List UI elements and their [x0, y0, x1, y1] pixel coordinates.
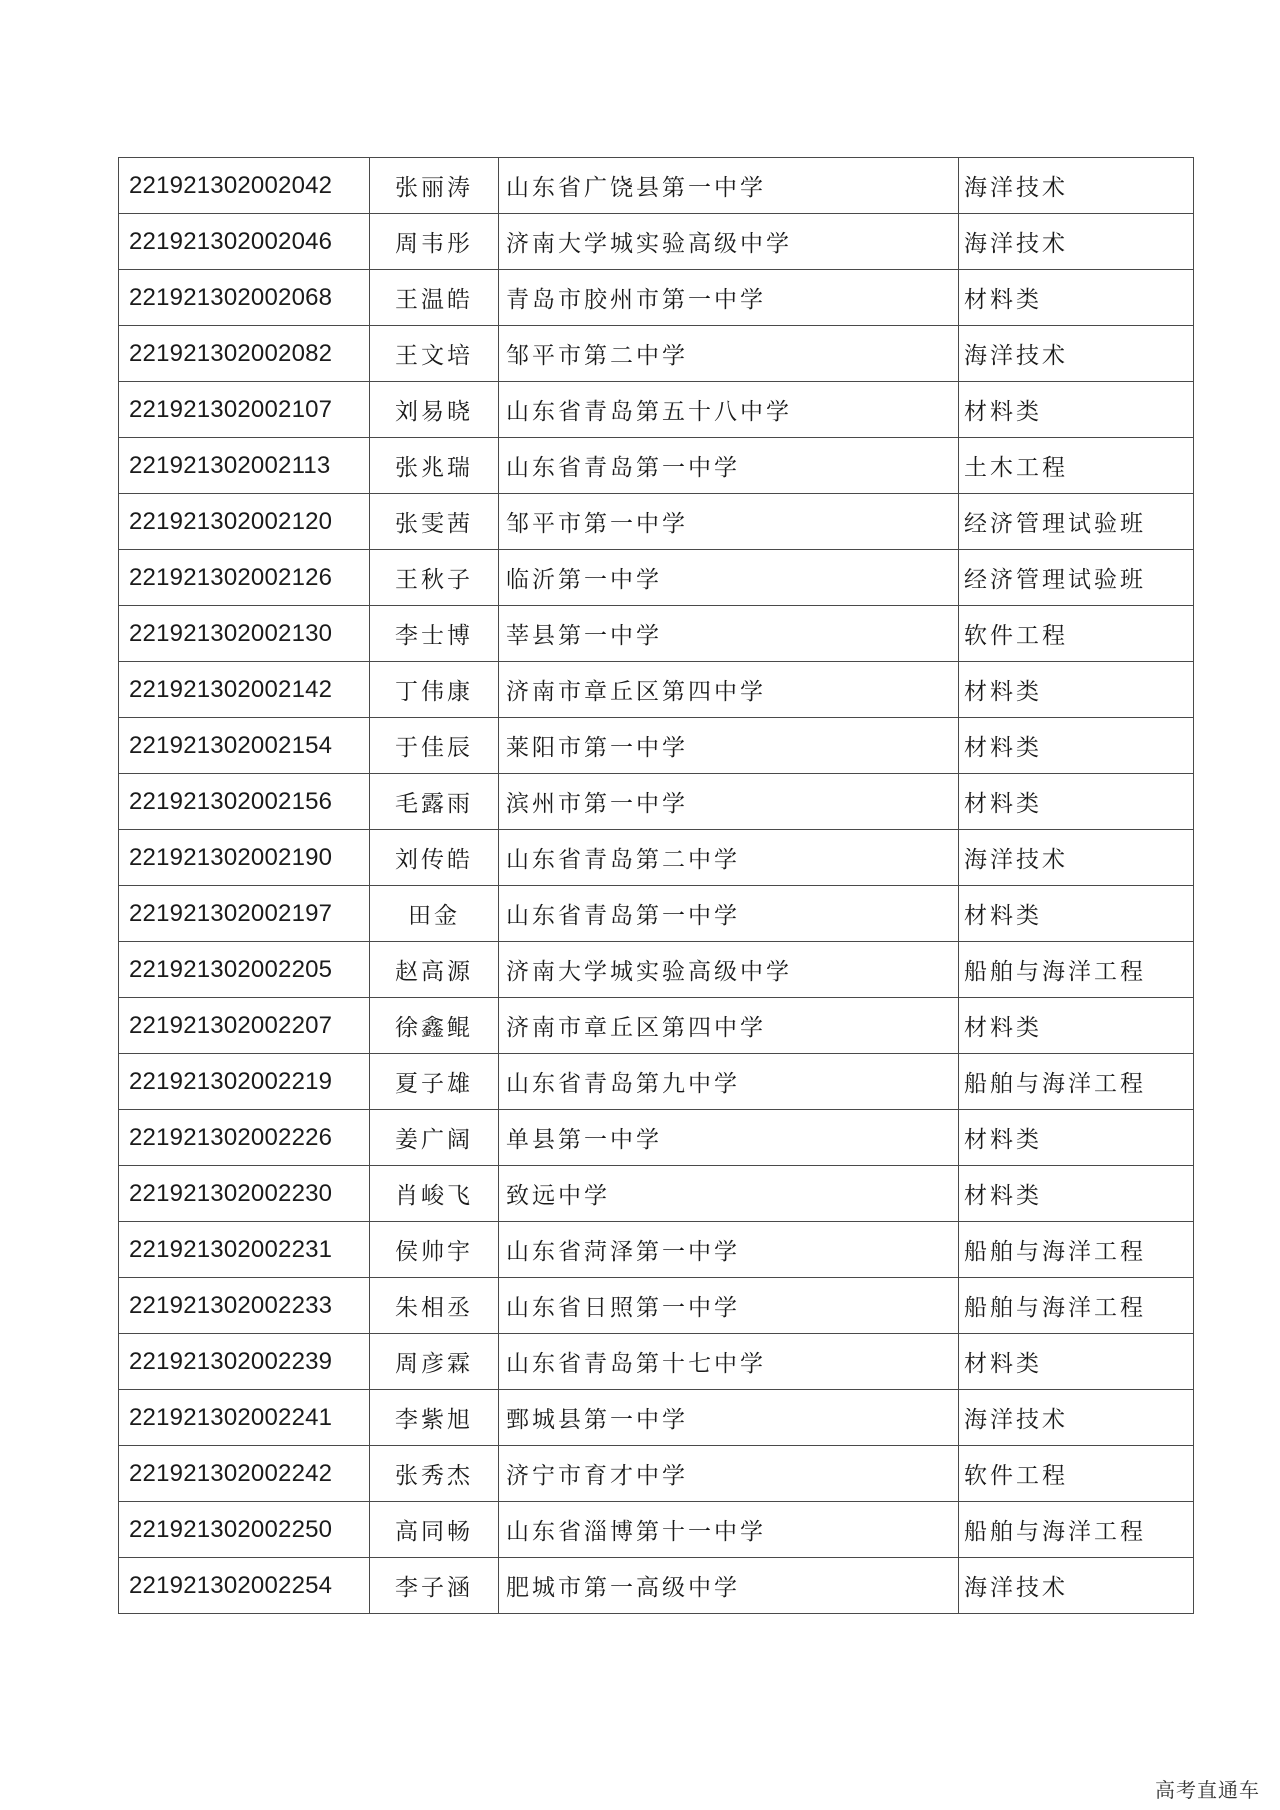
student-name-cell: 王文培 [370, 326, 499, 382]
student-name-cell: 徐鑫鲲 [370, 998, 499, 1054]
table-row [119, 494, 1194, 550]
table-row [119, 1558, 1194, 1614]
table-row [119, 662, 1194, 718]
major-cell: 土木工程 [959, 438, 1194, 494]
major-cell: 材料类 [959, 774, 1194, 830]
table-row [119, 1502, 1194, 1558]
student-name-cell: 朱相丞 [370, 1278, 499, 1334]
candidate-id-cell: 221921302002130 [119, 606, 370, 662]
major-cell: 海洋技术 [959, 158, 1194, 214]
major-cell: 材料类 [959, 1166, 1194, 1222]
candidate-id-cell: 221921302002046 [119, 214, 370, 270]
table-row [119, 718, 1194, 774]
student-name-cell: 周彦霖 [370, 1334, 499, 1390]
table-row [119, 270, 1194, 326]
candidate-id-cell: 221921302002250 [119, 1502, 370, 1558]
school-name-cell: 莘县第一中学 [499, 606, 959, 662]
school-name-cell: 济宁市育才中学 [499, 1446, 959, 1502]
school-name-cell: 山东省青岛第一中学 [499, 886, 959, 942]
school-name-cell: 山东省青岛第一中学 [499, 438, 959, 494]
school-name-cell: 青岛市胶州市第一中学 [499, 270, 959, 326]
student-name-cell: 李子涵 [370, 1558, 499, 1614]
candidate-id-cell: 221921302002142 [119, 662, 370, 718]
major-cell: 船舶与海洋工程 [959, 942, 1194, 998]
school-name-cell: 邹平市第一中学 [499, 494, 959, 550]
candidate-id-cell: 221921302002219 [119, 1054, 370, 1110]
admission-list-table [118, 157, 1194, 1614]
table-row [119, 1334, 1194, 1390]
candidate-id-cell: 221921302002233 [119, 1278, 370, 1334]
candidate-id-cell: 221921302002231 [119, 1222, 370, 1278]
student-name-cell: 姜广阔 [370, 1110, 499, 1166]
student-name-cell: 夏子雄 [370, 1054, 499, 1110]
school-name-cell: 山东省日照第一中学 [499, 1278, 959, 1334]
table-row [119, 942, 1194, 998]
candidate-id-cell: 221921302002241 [119, 1390, 370, 1446]
student-name-cell: 毛露雨 [370, 774, 499, 830]
table-row [119, 1278, 1194, 1334]
student-name-cell: 刘传皓 [370, 830, 499, 886]
table-row [119, 606, 1194, 662]
candidate-id-cell: 221921302002230 [119, 1166, 370, 1222]
school-name-cell: 济南大学城实验高级中学 [499, 942, 959, 998]
school-name-cell: 山东省青岛第九中学 [499, 1054, 959, 1110]
major-cell: 船舶与海洋工程 [959, 1502, 1194, 1558]
candidate-id-cell: 221921302002154 [119, 718, 370, 774]
candidate-id-cell: 221921302002207 [119, 998, 370, 1054]
table-row [119, 1054, 1194, 1110]
student-name-cell: 田金 [370, 886, 499, 942]
major-cell: 材料类 [959, 886, 1194, 942]
candidate-id-cell: 221921302002120 [119, 494, 370, 550]
major-cell: 材料类 [959, 382, 1194, 438]
major-cell: 材料类 [959, 998, 1194, 1054]
student-name-cell: 王秋子 [370, 550, 499, 606]
school-name-cell: 山东省青岛第五十八中学 [499, 382, 959, 438]
school-name-cell: 山东省广饶县第一中学 [499, 158, 959, 214]
candidate-id-cell: 221921302002239 [119, 1334, 370, 1390]
major-cell: 材料类 [959, 1110, 1194, 1166]
student-name-cell: 张秀杰 [370, 1446, 499, 1502]
candidate-id-cell: 221921302002042 [119, 158, 370, 214]
watermark-text: 高考直通车 [1155, 1778, 1260, 1802]
table-row [119, 326, 1194, 382]
school-name-cell: 单县第一中学 [499, 1110, 959, 1166]
school-name-cell: 山东省菏泽第一中学 [499, 1222, 959, 1278]
table-row [119, 886, 1194, 942]
major-cell: 海洋技术 [959, 1558, 1194, 1614]
candidate-id-cell: 221921302002113 [119, 438, 370, 494]
student-name-cell: 高同畅 [370, 1502, 499, 1558]
major-cell: 软件工程 [959, 606, 1194, 662]
major-cell: 船舶与海洋工程 [959, 1222, 1194, 1278]
major-cell: 海洋技术 [959, 326, 1194, 382]
major-cell: 材料类 [959, 662, 1194, 718]
school-name-cell: 济南市章丘区第四中学 [499, 998, 959, 1054]
table-body [119, 158, 1194, 1614]
candidate-id-cell: 221921302002082 [119, 326, 370, 382]
candidate-id-cell: 221921302002068 [119, 270, 370, 326]
school-name-cell: 邹平市第二中学 [499, 326, 959, 382]
school-name-cell: 山东省青岛第十七中学 [499, 1334, 959, 1390]
major-cell: 海洋技术 [959, 830, 1194, 886]
school-name-cell: 肥城市第一高级中学 [499, 1558, 959, 1614]
table-row [119, 1110, 1194, 1166]
student-name-cell: 张兆瑞 [370, 438, 499, 494]
candidate-id-cell: 221921302002226 [119, 1110, 370, 1166]
student-name-cell: 李紫旭 [370, 1390, 499, 1446]
candidate-id-cell: 221921302002197 [119, 886, 370, 942]
student-name-cell: 丁伟康 [370, 662, 499, 718]
major-cell: 材料类 [959, 270, 1194, 326]
major-cell: 船舶与海洋工程 [959, 1278, 1194, 1334]
student-name-cell: 赵高源 [370, 942, 499, 998]
student-name-cell: 刘易晓 [370, 382, 499, 438]
major-cell: 软件工程 [959, 1446, 1194, 1502]
major-cell: 海洋技术 [959, 1390, 1194, 1446]
table-row [119, 830, 1194, 886]
school-name-cell: 滨州市第一中学 [499, 774, 959, 830]
table-row [119, 774, 1194, 830]
school-name-cell: 山东省青岛第二中学 [499, 830, 959, 886]
major-cell: 经济管理试验班 [959, 494, 1194, 550]
major-cell: 材料类 [959, 1334, 1194, 1390]
table-row [119, 158, 1194, 214]
table-row [119, 998, 1194, 1054]
candidate-id-cell: 221921302002156 [119, 774, 370, 830]
student-name-cell: 于佳辰 [370, 718, 499, 774]
table-row [119, 1166, 1194, 1222]
candidate-id-cell: 221921302002242 [119, 1446, 370, 1502]
student-name-cell: 张雯茜 [370, 494, 499, 550]
student-name-cell: 周韦彤 [370, 214, 499, 270]
student-name-cell: 王温皓 [370, 270, 499, 326]
school-name-cell: 济南市章丘区第四中学 [499, 662, 959, 718]
candidate-id-cell: 221921302002107 [119, 382, 370, 438]
school-name-cell: 鄄城县第一中学 [499, 1390, 959, 1446]
student-name-cell: 张丽涛 [370, 158, 499, 214]
table-row [119, 1222, 1194, 1278]
table-row [119, 438, 1194, 494]
school-name-cell: 临沂第一中学 [499, 550, 959, 606]
school-name-cell: 济南大学城实验高级中学 [499, 214, 959, 270]
major-cell: 经济管理试验班 [959, 550, 1194, 606]
table-row [119, 550, 1194, 606]
table-row [119, 1446, 1194, 1502]
student-name-cell: 侯帅宇 [370, 1222, 499, 1278]
table-row [119, 382, 1194, 438]
student-name-cell: 肖峻飞 [370, 1166, 499, 1222]
candidate-id-cell: 221921302002205 [119, 942, 370, 998]
candidate-id-cell: 221921302002190 [119, 830, 370, 886]
candidate-id-cell: 221921302002254 [119, 1558, 370, 1614]
table-row [119, 214, 1194, 270]
school-name-cell: 莱阳市第一中学 [499, 718, 959, 774]
major-cell: 海洋技术 [959, 214, 1194, 270]
table-row [119, 1390, 1194, 1446]
major-cell: 船舶与海洋工程 [959, 1054, 1194, 1110]
school-name-cell: 致远中学 [499, 1166, 959, 1222]
school-name-cell: 山东省淄博第十一中学 [499, 1502, 959, 1558]
major-cell: 材料类 [959, 718, 1194, 774]
candidate-id-cell: 221921302002126 [119, 550, 370, 606]
student-name-cell: 李士博 [370, 606, 499, 662]
